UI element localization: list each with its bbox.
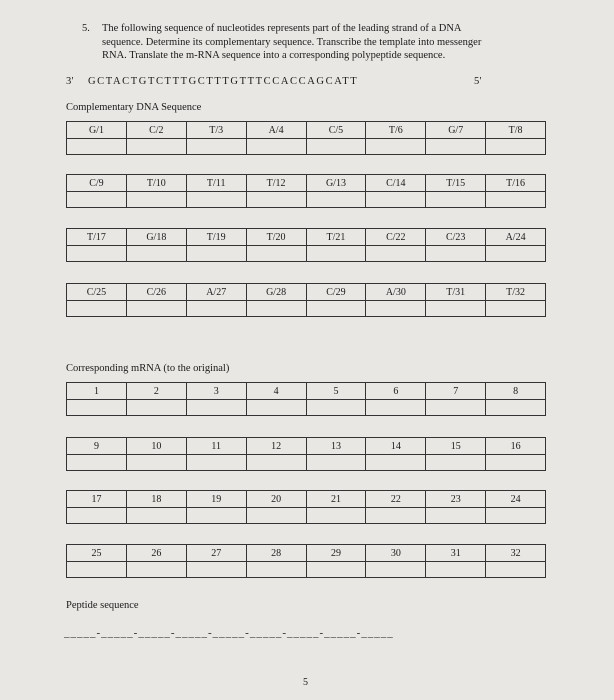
mrna-answer-cell[interactable] <box>486 400 546 416</box>
mrna-table-1 <box>66 382 546 416</box>
dna-sequence <box>66 76 482 87</box>
complementary-label-cell: C/5 <box>306 122 366 139</box>
question-block <box>82 22 552 63</box>
mrna-answer-cell[interactable] <box>246 562 306 578</box>
mrna-label-cell: 9 <box>67 438 127 455</box>
mrna-label-cell: 23 <box>426 491 486 508</box>
complementary-label-cell: G/28 <box>246 284 306 301</box>
complementary-label-cell: T/32 <box>486 284 546 301</box>
mrna-label-cell: 4 <box>246 383 306 400</box>
complementary-table-1 <box>66 121 546 155</box>
complementary-label-cell: G/7 <box>426 122 486 139</box>
question-line-1: The following sequence of nucleotides represents part of the leading strand of a DNA <box>102 23 462 34</box>
complementary-answer-cell[interactable] <box>246 192 306 208</box>
mrna-answer-cell[interactable] <box>246 508 306 524</box>
mrna-label-cell: 15 <box>426 438 486 455</box>
complementary-answer-cell[interactable] <box>246 246 306 262</box>
mrna-label-cell: 26 <box>126 545 186 562</box>
complementary-answer-cell[interactable] <box>426 139 486 155</box>
mrna-answer-cell[interactable] <box>246 400 306 416</box>
mrna-answer-cell[interactable] <box>426 562 486 578</box>
mrna-answer-cell[interactable] <box>486 455 546 471</box>
complementary-answer-cell[interactable] <box>486 192 546 208</box>
complementary-answer-cell[interactable] <box>67 192 127 208</box>
complementary-label-cell: A/30 <box>366 284 426 301</box>
mrna-label-cell: 22 <box>366 491 426 508</box>
complementary-answer-cell[interactable] <box>306 246 366 262</box>
mrna-label-cell: 19 <box>186 491 246 508</box>
mrna-label-cell: 27 <box>186 545 246 562</box>
mrna-answer-cell[interactable] <box>366 455 426 471</box>
complementary-answer-cell[interactable] <box>186 139 246 155</box>
complementary-answer-cell[interactable] <box>366 246 426 262</box>
mrna-answer-cell[interactable] <box>366 400 426 416</box>
mrna-label-cell: 32 <box>486 545 546 562</box>
mrna-label-cell: 28 <box>246 545 306 562</box>
mrna-answer-cell[interactable] <box>186 455 246 471</box>
complementary-answer-cell[interactable] <box>246 301 306 317</box>
mrna-label-cell: 18 <box>126 491 186 508</box>
complementary-answer-cell[interactable] <box>126 192 186 208</box>
complementary-label-cell: T/3 <box>186 122 246 139</box>
mrna-label-cell: 29 <box>306 545 366 562</box>
complementary-answer-cell[interactable] <box>486 301 546 317</box>
complementary-answer-cell[interactable] <box>126 139 186 155</box>
mrna-label-cell: 14 <box>366 438 426 455</box>
complementary-table-2 <box>66 174 546 208</box>
mrna-label-cell: 2 <box>126 383 186 400</box>
mrna-answer-cell[interactable] <box>426 455 486 471</box>
complementary-label-cell: G/18 <box>126 229 186 246</box>
complementary-label-cell: G/1 <box>67 122 127 139</box>
complementary-answer-cell[interactable] <box>67 246 127 262</box>
mrna-answer-cell[interactable] <box>426 400 486 416</box>
mrna-answer-cell[interactable] <box>67 562 127 578</box>
mrna-label-cell: 20 <box>246 491 306 508</box>
complementary-answer-cell[interactable] <box>426 246 486 262</box>
complementary-answer-cell[interactable] <box>426 301 486 317</box>
mrna-answer-cell[interactable] <box>126 455 186 471</box>
complementary-label-cell: T/8 <box>486 122 546 139</box>
complementary-table-4 <box>66 283 546 317</box>
complementary-label-cell: T/16 <box>486 175 546 192</box>
complementary-label-cell: T/19 <box>186 229 246 246</box>
peptide-title: Peptide sequence <box>66 600 139 611</box>
mrna-answer-cell[interactable] <box>306 455 366 471</box>
mrna-label-cell: 11 <box>186 438 246 455</box>
complementary-label-cell: T/21 <box>306 229 366 246</box>
question-number: 5. <box>82 23 90 34</box>
complementary-answer-cell[interactable] <box>246 139 306 155</box>
mrna-answer-cell[interactable] <box>306 562 366 578</box>
complementary-answer-cell[interactable] <box>186 301 246 317</box>
complementary-label-cell: C/14 <box>366 175 426 192</box>
complementary-label-cell: C/25 <box>67 284 127 301</box>
complementary-answer-cell[interactable] <box>306 139 366 155</box>
mrna-label-cell: 30 <box>366 545 426 562</box>
complementary-label-cell: A/24 <box>486 229 546 246</box>
mrna-answer-cell[interactable] <box>486 508 546 524</box>
complementary-label-cell: A/27 <box>186 284 246 301</box>
complementary-answer-cell[interactable] <box>306 301 366 317</box>
complementary-label-cell: T/11 <box>186 175 246 192</box>
mrna-answer-cell[interactable] <box>306 400 366 416</box>
complementary-answer-cell[interactable] <box>426 192 486 208</box>
complementary-label-cell: T/20 <box>246 229 306 246</box>
mrna-answer-cell[interactable] <box>67 508 127 524</box>
complementary-answer-cell[interactable] <box>186 246 246 262</box>
sequence-bases: GCTACTGTCTTTGCTTTGTTTCCACCAGCATT <box>88 76 359 87</box>
complementary-label-cell: C/29 <box>306 284 366 301</box>
mrna-label-cell: 10 <box>126 438 186 455</box>
complementary-answer-cell[interactable] <box>486 246 546 262</box>
question-line-3: RNA. Translate the m-RNA sequence into a corresponding polypeptide sequence. <box>102 50 446 61</box>
sequence-5-prime: 5' <box>474 76 482 87</box>
complementary-answer-cell[interactable] <box>366 139 426 155</box>
complementary-answer-cell[interactable] <box>306 192 366 208</box>
complementary-label-cell: T/6 <box>366 122 426 139</box>
mrna-title: Corresponding mRNA (to the original) <box>66 363 230 374</box>
mrna-label-cell: 7 <box>426 383 486 400</box>
mrna-label-cell: 16 <box>486 438 546 455</box>
complementary-label-cell: C/23 <box>426 229 486 246</box>
mrna-answer-cell[interactable] <box>186 508 246 524</box>
mrna-label-cell: 6 <box>366 383 426 400</box>
complementary-answer-cell[interactable] <box>186 192 246 208</box>
complementary-answer-cell[interactable] <box>366 301 426 317</box>
mrna-label-cell: 8 <box>486 383 546 400</box>
complementary-answer-cell[interactable] <box>126 246 186 262</box>
mrna-answer-cell[interactable] <box>186 400 246 416</box>
mrna-label-cell: 1 <box>67 383 127 400</box>
complementary-label-cell: A/4 <box>246 122 306 139</box>
mrna-answer-cell[interactable] <box>186 562 246 578</box>
sequence-3-prime: 3' <box>66 76 74 87</box>
page-number: 5 <box>303 677 308 688</box>
mrna-answer-cell[interactable] <box>126 508 186 524</box>
mrna-label-cell: 13 <box>306 438 366 455</box>
mrna-answer-cell[interactable] <box>366 508 426 524</box>
complementary-answer-cell[interactable] <box>486 139 546 155</box>
complementary-label-cell: T/31 <box>426 284 486 301</box>
complementary-label-cell: C/26 <box>126 284 186 301</box>
peptide-blanks[interactable]: _____-_____-_____-_____-_____-_____-_____-_____-_____ <box>64 627 394 639</box>
mrna-answer-cell[interactable] <box>126 562 186 578</box>
complementary-label-cell: C/2 <box>126 122 186 139</box>
mrna-label-cell: 5 <box>306 383 366 400</box>
mrna-label-cell: 17 <box>67 491 127 508</box>
mrna-answer-cell[interactable] <box>67 455 127 471</box>
complementary-label-cell: T/10 <box>126 175 186 192</box>
complementary-label-cell: T/12 <box>246 175 306 192</box>
mrna-label-cell: 25 <box>67 545 127 562</box>
question-line-2: sequence. Determine its complementary sequence. Transcribe the template into messenger <box>102 36 482 48</box>
mrna-label-cell: 21 <box>306 491 366 508</box>
mrna-label-cell: 3 <box>186 383 246 400</box>
mrna-answer-cell[interactable] <box>366 562 426 578</box>
mrna-label-cell: 31 <box>426 545 486 562</box>
mrna-answer-cell[interactable] <box>486 562 546 578</box>
mrna-answer-cell[interactable] <box>67 400 127 416</box>
complementary-title: Complementary DNA Sequence <box>66 102 202 113</box>
mrna-answer-cell[interactable] <box>426 508 486 524</box>
complementary-label-cell: G/13 <box>306 175 366 192</box>
complementary-answer-cell[interactable] <box>126 301 186 317</box>
mrna-table-4 <box>66 544 546 578</box>
mrna-table-2 <box>66 437 546 471</box>
mrna-answer-cell[interactable] <box>306 508 366 524</box>
complementary-label-cell: T/15 <box>426 175 486 192</box>
mrna-table-3 <box>66 490 546 524</box>
complementary-label-cell: C/9 <box>67 175 127 192</box>
mrna-answer-cell[interactable] <box>126 400 186 416</box>
complementary-label-cell: C/22 <box>366 229 426 246</box>
complementary-table-3 <box>66 228 546 262</box>
complementary-label-cell: T/17 <box>67 229 127 246</box>
complementary-answer-cell[interactable] <box>366 192 426 208</box>
mrna-label-cell: 24 <box>486 491 546 508</box>
complementary-answer-cell[interactable] <box>67 301 127 317</box>
complementary-answer-cell[interactable] <box>67 139 127 155</box>
mrna-answer-cell[interactable] <box>246 455 306 471</box>
mrna-label-cell: 12 <box>246 438 306 455</box>
